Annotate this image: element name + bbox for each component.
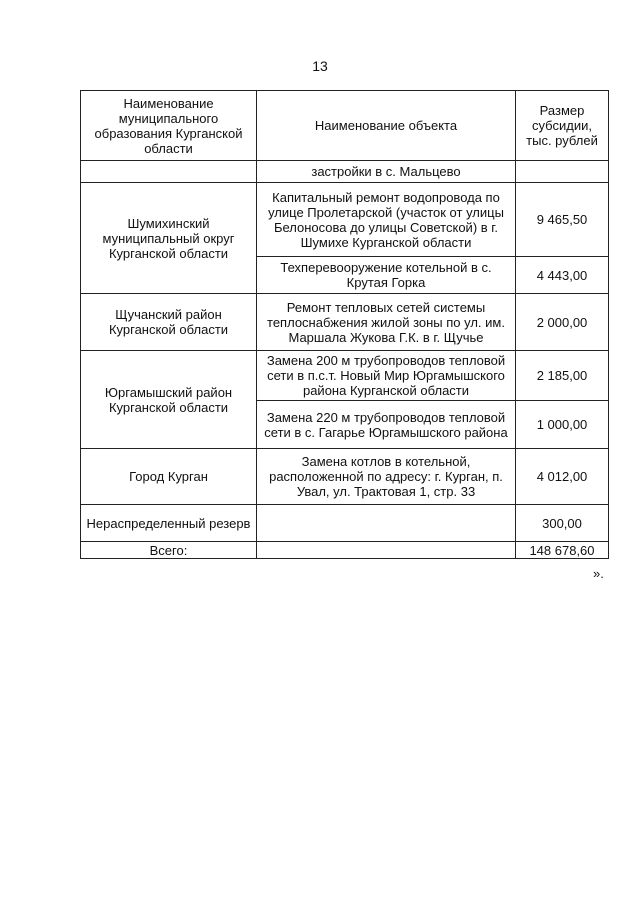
object-cell: застройки в с. Мальцево xyxy=(257,161,516,183)
header-object: Наименование объекта xyxy=(257,91,516,161)
subsidy-cell: 1 000,00 xyxy=(516,401,609,449)
municipality-cell: Шумихинский муниципальный округ Курганской области xyxy=(81,183,257,294)
total-row xyxy=(81,542,609,559)
total-label: Всего: xyxy=(81,542,257,559)
table-row xyxy=(81,505,609,542)
object-cell: Капитальный ремонт водопровода по улице Пролетарской (участок от улицы Белоносова до улицы Советской) в г. Шумихе Курганской области xyxy=(257,183,516,257)
table-row xyxy=(81,294,609,351)
table-row xyxy=(81,161,609,183)
subsidy-cell: 2 000,00 xyxy=(516,294,609,351)
object-cell: Замена 220 м трубопроводов тепловой сети в с. Гагарье Юргамышского района xyxy=(257,401,516,449)
subsidy-cell xyxy=(516,161,609,183)
subsidy-table xyxy=(80,90,609,559)
object-cell xyxy=(257,505,516,542)
closing-quote-mark: ». xyxy=(593,566,604,581)
subsidy-cell: 300,00 xyxy=(516,505,609,542)
header-subsidy: Размер субсидии, тыс. рублей xyxy=(516,91,609,161)
table-row xyxy=(81,351,609,401)
subsidy-cell: 4 012,00 xyxy=(516,449,609,505)
subsidy-cell: 2 185,00 xyxy=(516,351,609,401)
object-cell: Замена котлов в котельной, расположенной по адресу: г. Курган, п. Увал, ул. Трактовая 1, стр. 33 xyxy=(257,449,516,505)
table-header-row xyxy=(81,91,609,161)
subsidy-cell: 4 443,00 xyxy=(516,257,609,294)
object-cell: Замена 200 м трубопроводов тепловой сети в п.с.т. Новый Мир Юргамышского района Курганской области xyxy=(257,351,516,401)
table-row xyxy=(81,183,609,257)
object-cell xyxy=(257,542,516,559)
header-municipality: Наименование муниципального образования Курганской области xyxy=(81,91,257,161)
total-subsidy: 148 678,60 xyxy=(516,542,609,559)
table-row xyxy=(81,449,609,505)
object-cell: Ремонт тепловых сетей системы теплоснабжения жилой зоны по ул. им. Маршала Жукова Г.К. в г. Щучье xyxy=(257,294,516,351)
subsidy-cell: 9 465,50 xyxy=(516,183,609,257)
municipality-cell: Нераспределенный резерв xyxy=(81,505,257,542)
municipality-cell: Щучанский район Курганской области xyxy=(81,294,257,351)
municipality-cell xyxy=(81,161,257,183)
municipality-cell: Город Курган xyxy=(81,449,257,505)
municipality-cell: Юргамышский район Курганской области xyxy=(81,351,257,449)
page-number: 13 xyxy=(312,58,328,74)
object-cell: Техперевооружение котельной в с. Крутая Горка xyxy=(257,257,516,294)
